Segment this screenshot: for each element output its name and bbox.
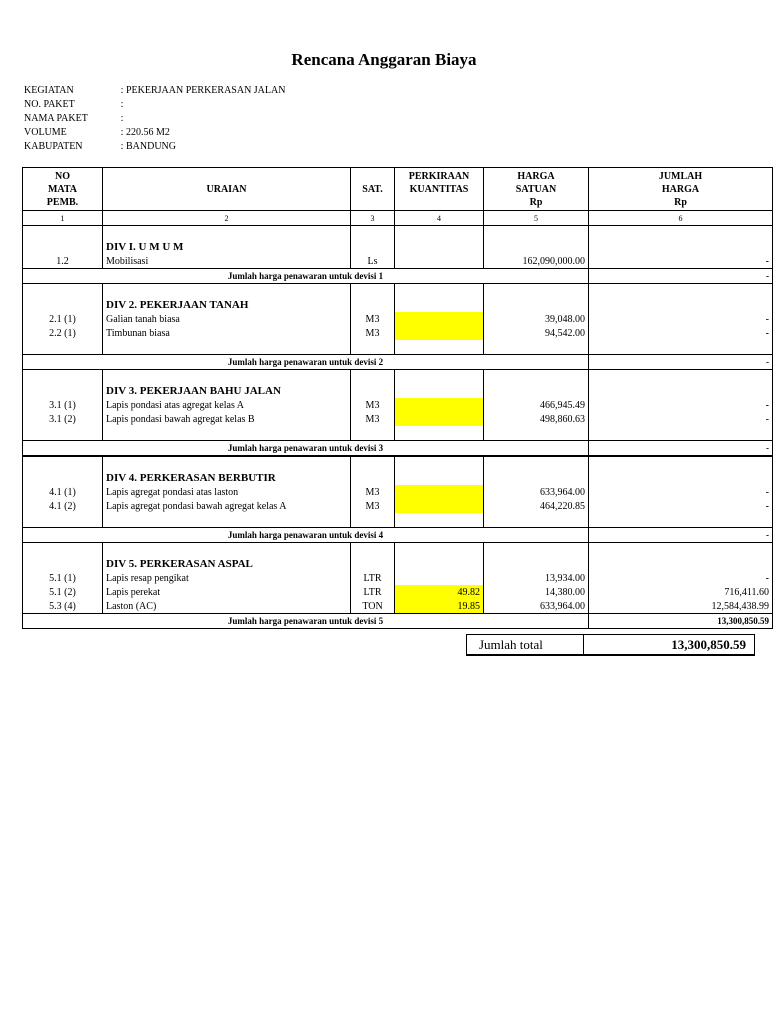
info-key: KABUPATEN [24, 141, 83, 152]
info-key: KEGIATAN [24, 85, 74, 96]
spacer-row [23, 513, 773, 528]
empty-cell [23, 557, 103, 571]
empty-cell [589, 557, 773, 571]
spacer-cell [395, 340, 484, 355]
item-unit: M3 [351, 499, 395, 513]
spacer-row [23, 226, 773, 241]
item-total: - [589, 254, 773, 269]
item-description: Lapis agregat pondasi bawah agregat kelas A [103, 499, 351, 513]
item-unit-price: 162,090,000.00 [484, 254, 589, 269]
subtotal-row [23, 528, 773, 543]
division-title-row [23, 384, 773, 398]
item-quantity: 49.82 [395, 585, 484, 599]
item-total: - [589, 485, 773, 499]
spacer-cell [395, 513, 484, 528]
item-unit-price: 633,964.00 [484, 485, 589, 499]
info-value: 220.56 M2 [126, 127, 170, 138]
subtotal-row [23, 269, 773, 284]
item-number: 3.1 (2) [23, 412, 103, 426]
index-cell: 5 [484, 211, 589, 226]
item-number: 5.1 (2) [23, 585, 103, 599]
page-title: Rencana Anggaran Biaya [291, 50, 477, 69]
division-title: DIV 4. PERKERASAN BERBUTIR [103, 471, 351, 485]
division-title: DIV 2. PEKERJAAN TANAH [103, 298, 351, 312]
table-row [23, 326, 773, 340]
division-title-row [23, 240, 773, 254]
spacer-cell [351, 456, 395, 471]
info-row [24, 98, 285, 112]
item-quantity [395, 312, 484, 326]
info-value: BANDUNG [126, 141, 176, 152]
spacer-cell [395, 226, 484, 241]
spacer-cell [23, 513, 103, 528]
item-description: Laston (AC) [103, 599, 351, 614]
item-quantity [395, 571, 484, 585]
item-unit: TON [351, 599, 395, 614]
item-total: - [589, 326, 773, 340]
item-description: Lapis pondasi atas agregat kelas A [103, 398, 351, 412]
subtotal-label: Jumlah harga penawaran untuk devisi 3 [23, 441, 589, 457]
spacer-cell [589, 513, 773, 528]
item-number: 4.1 (2) [23, 499, 103, 513]
division-title-row [23, 298, 773, 312]
subtotal-label: Jumlah harga penawaran untuk devisi 1 [23, 269, 589, 284]
empty-cell [395, 240, 484, 254]
table-row [23, 499, 773, 513]
item-unit: M3 [351, 326, 395, 340]
spacer-cell [103, 226, 351, 241]
index-cell: 4 [395, 211, 484, 226]
spacer-cell [484, 426, 589, 441]
header-jumlah-harga: JUMLAH HARGA Rp [589, 168, 773, 211]
item-total: - [589, 412, 773, 426]
empty-cell [484, 471, 589, 485]
spacer-cell [484, 543, 589, 558]
spacer-cell [589, 456, 773, 471]
table-row [23, 412, 773, 426]
item-unit: LTR [351, 571, 395, 585]
subtotal-label: Jumlah harga penawaran untuk devisi 4 [23, 528, 589, 543]
spacer-row [23, 543, 773, 558]
spacer-cell [589, 340, 773, 355]
spacer-cell [103, 513, 351, 528]
table-header-row [23, 168, 773, 211]
empty-cell [589, 471, 773, 485]
subtotal-label: Jumlah harga penawaran untuk devisi 2 [23, 355, 589, 370]
spacer-cell [395, 370, 484, 385]
item-total: 12,584,438.99 [589, 599, 773, 614]
division-title: DIV 3. PEKERJAAN BAHU JALAN [103, 384, 351, 398]
info-colon: : [120, 85, 124, 96]
subtotal-row [23, 441, 773, 457]
info-row [24, 126, 285, 140]
spacer-cell [103, 543, 351, 558]
table-row [23, 599, 773, 614]
item-number: 1.2 [23, 254, 103, 269]
spacer-cell [23, 226, 103, 241]
subtotal-row [23, 355, 773, 370]
table-row [23, 571, 773, 585]
spacer-cell [395, 543, 484, 558]
index-cell: 3 [351, 211, 395, 226]
spacer-cell [351, 340, 395, 355]
info-key: VOLUME [24, 127, 67, 138]
subtotal-value: - [589, 355, 773, 370]
spacer-cell [589, 284, 773, 299]
item-unit-price: 498,860.63 [484, 412, 589, 426]
spacer-cell [103, 370, 351, 385]
empty-cell [351, 471, 395, 485]
spacer-cell [351, 426, 395, 441]
subtotal-value: 13,300,850.59 [589, 614, 773, 629]
budget-table [22, 167, 773, 629]
info-row [24, 112, 285, 126]
item-description: Lapis pondasi bawah agregat kelas B [103, 412, 351, 426]
item-total: - [589, 571, 773, 585]
table-row [23, 312, 773, 326]
header-no: NO MATA PEMB. [23, 168, 103, 211]
item-unit: M3 [351, 485, 395, 499]
division-title-row [23, 471, 773, 485]
spacer-cell [23, 426, 103, 441]
spacer-cell [23, 340, 103, 355]
subtotal-value: - [589, 269, 773, 284]
item-total: - [589, 398, 773, 412]
empty-cell [589, 384, 773, 398]
header-harga-satuan: HARGA SATUAN Rp [484, 168, 589, 211]
spacer-cell [351, 284, 395, 299]
spacer-cell [589, 426, 773, 441]
spacer-cell [103, 426, 351, 441]
spacer-cell [589, 370, 773, 385]
spacer-cell [23, 370, 103, 385]
spacer-cell [23, 284, 103, 299]
spacer-row [23, 340, 773, 355]
item-number: 5.1 (1) [23, 571, 103, 585]
item-unit-price: 94,542.00 [484, 326, 589, 340]
table-row [23, 485, 773, 499]
item-description: Lapis perekat [103, 585, 351, 599]
item-total: - [589, 499, 773, 513]
spacer-cell [484, 340, 589, 355]
item-unit-price: 14,380.00 [484, 585, 589, 599]
table-row [23, 398, 773, 412]
item-quantity: 19.85 [395, 599, 484, 614]
item-quantity [395, 485, 484, 499]
spacer-row [23, 426, 773, 441]
header-uraian: URAIAN [103, 168, 351, 211]
info-row [24, 84, 285, 98]
empty-cell [351, 298, 395, 312]
grand-total-label: Jumlah total [467, 635, 584, 654]
item-quantity [395, 398, 484, 412]
empty-cell [484, 557, 589, 571]
empty-cell [395, 557, 484, 571]
spacer-cell [589, 226, 773, 241]
grand-total-value: 13,300,850.59 [671, 637, 746, 652]
spacer-cell [103, 340, 351, 355]
subtotal-value: - [589, 528, 773, 543]
empty-cell [351, 240, 395, 254]
item-description: Timbunan biasa [103, 326, 351, 340]
info-colon: : [120, 127, 124, 138]
table-row [23, 585, 773, 599]
item-number: 5.3 (4) [23, 599, 103, 614]
spacer-cell [395, 456, 484, 471]
item-quantity [395, 412, 484, 426]
empty-cell [23, 471, 103, 485]
spacer-row [23, 370, 773, 385]
empty-cell [395, 298, 484, 312]
item-total: 716,411.60 [589, 585, 773, 599]
spacer-cell [103, 284, 351, 299]
empty-cell [484, 240, 589, 254]
item-unit: Ls [351, 254, 395, 269]
subtotal-label: Jumlah harga penawaran untuk devisi 5 [23, 614, 589, 629]
item-unit: LTR [351, 585, 395, 599]
item-unit: M3 [351, 412, 395, 426]
header-kuantitas: PERKIRAAN KUANTITAS [395, 168, 484, 211]
info-colon: : [120, 113, 124, 124]
item-unit-price: 633,964.00 [484, 599, 589, 614]
spacer-cell [484, 284, 589, 299]
table-row [23, 254, 773, 269]
item-number: 3.1 (1) [23, 398, 103, 412]
header-sat: SAT. [351, 168, 395, 211]
info-colon: : [120, 141, 124, 152]
division-title: DIV I. U M U M [103, 240, 351, 254]
subtotal-value: - [589, 441, 773, 457]
spacer-cell [484, 370, 589, 385]
info-colon: : [120, 99, 124, 110]
empty-cell [589, 298, 773, 312]
item-unit-price: 13,934.00 [484, 571, 589, 585]
info-key: NAMA PAKET [24, 113, 88, 124]
item-quantity [395, 499, 484, 513]
item-quantity [395, 254, 484, 269]
item-unit: M3 [351, 398, 395, 412]
empty-cell [23, 298, 103, 312]
info-value: PEKERJAAN PERKERASAN JALAN [126, 85, 286, 96]
empty-cell [484, 384, 589, 398]
index-cell: 1 [23, 211, 103, 226]
spacer-row [23, 284, 773, 299]
empty-cell [395, 384, 484, 398]
empty-cell [23, 240, 103, 254]
division-title-row [23, 557, 773, 571]
spacer-cell [23, 543, 103, 558]
empty-cell [589, 240, 773, 254]
info-row [24, 140, 285, 154]
spacer-cell [484, 456, 589, 471]
grand-total-box [466, 634, 755, 656]
spacer-cell [395, 426, 484, 441]
item-number: 2.1 (1) [23, 312, 103, 326]
item-unit-price: 466,945.49 [484, 398, 589, 412]
spacer-cell [351, 226, 395, 241]
index-cell: 2 [103, 211, 351, 226]
item-description: Galian tanah biasa [103, 312, 351, 326]
empty-cell [351, 557, 395, 571]
division-title: DIV 5. PERKERASAN ASPAL [103, 557, 351, 571]
item-unit-price: 464,220.85 [484, 499, 589, 513]
item-unit-price: 39,048.00 [484, 312, 589, 326]
subtotal-row [23, 614, 773, 629]
spacer-cell [589, 543, 773, 558]
info-key: NO. PAKET [24, 99, 75, 110]
empty-cell [484, 298, 589, 312]
spacer-cell [484, 226, 589, 241]
item-description: Mobilisasi [103, 254, 351, 269]
item-number: 2.2 (1) [23, 326, 103, 340]
empty-cell [351, 384, 395, 398]
spacer-cell [351, 513, 395, 528]
item-quantity [395, 326, 484, 340]
index-cell: 6 [589, 211, 773, 226]
spacer-row [23, 456, 773, 471]
spacer-cell [351, 543, 395, 558]
item-total: - [589, 312, 773, 326]
spacer-cell [103, 456, 351, 471]
project-info [24, 84, 285, 154]
item-description: Lapis resap pengikat [103, 571, 351, 585]
column-index-row [23, 211, 773, 226]
spacer-cell [23, 456, 103, 471]
spacer-cell [351, 370, 395, 385]
empty-cell [23, 384, 103, 398]
spacer-cell [484, 513, 589, 528]
item-number: 4.1 (1) [23, 485, 103, 499]
empty-cell [395, 471, 484, 485]
spacer-cell [395, 284, 484, 299]
item-description: Lapis agregat pondasi atas laston [103, 485, 351, 499]
item-unit: M3 [351, 312, 395, 326]
